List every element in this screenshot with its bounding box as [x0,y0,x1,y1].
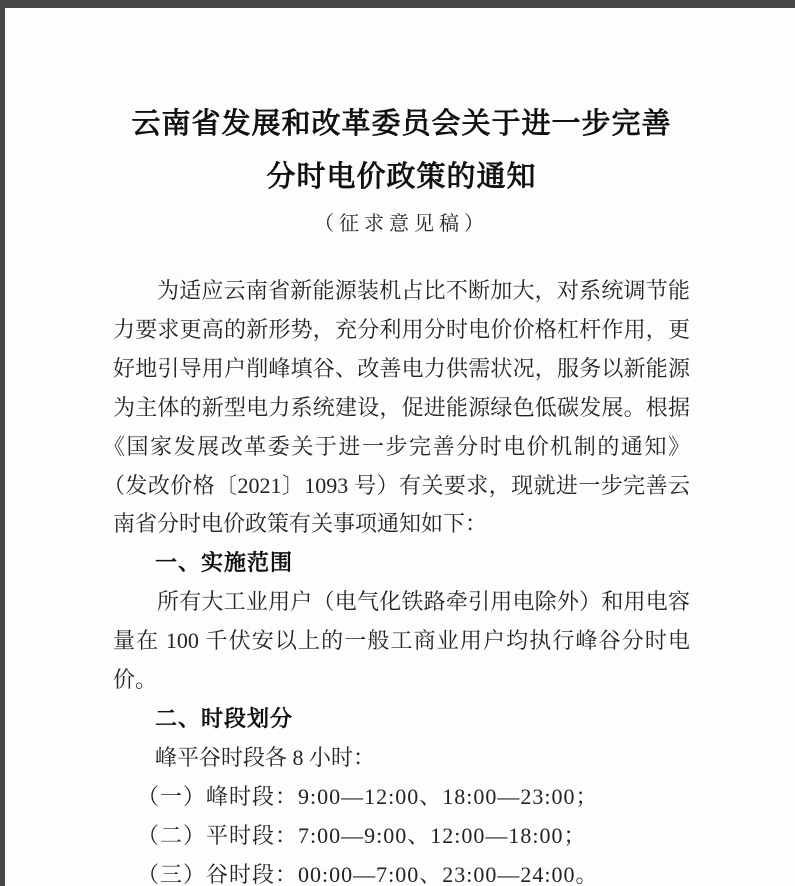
paragraph-3-line: 峰平谷时段各 8 小时： [155,744,376,770]
time-period-item-valley: （三）谷时段：00:00—7:00、23:00—24:00。 [137,861,599,886]
paragraph-1-line: 为主体的新型电力系统建设，促进能源绿色低碳发展。根据 [113,394,690,420]
time-period-item-flat: （二）平时段：7:00—9:00、12:00—18:00； [137,822,587,848]
doc-subtitle: （征求意见稿） [314,213,489,235]
paragraph-2-line: 价。 [113,667,158,693]
paragraph-2-line: 量在 100 千伏安以上的一般工商业用户均执行峰谷分时电 [113,628,690,654]
paragraph-1-line: 南省分时电价政策有关事项通知如下： [113,511,488,537]
doc-title [113,98,690,204]
doc-title-line-1: 云南省发展和改革委员会关于进一步完善 [131,108,672,140]
section-1-heading: 一、实施范围 [155,550,294,576]
paragraph-1-line: 为适应云南省新能源装机占比不断加大，对系统调节能 [157,278,690,303]
doc-body [103,272,690,886]
section-2-heading: 二、时段划分 [155,705,294,731]
paragraph-1-line: 《国家发展改革委关于进一步完善分时电价机制的通知》 [103,433,690,459]
time-period-item-peak: （一）峰时段：9:00—12:00、18:00—23:00； [137,783,599,809]
paragraph-1-line: 好地引导用户削峰填谷、改善电力供需状况，服务以新能源 [113,355,690,381]
notice-document-page [5,8,795,886]
paragraph-1-line: （发改价格〔2021〕1093 号）有关要求，现就进一步完善云 [103,472,690,498]
paragraph-2-line: 所有大工业用户（电气化铁路牵引用电除外）和用电容 [157,589,690,615]
doc-title-line-2: 分时电价政策的通知 [266,161,537,193]
document-content [5,98,795,886]
paragraph-1-line: 力要求更高的新形势，充分利用分时电价价格杠杆作用，更 [113,316,690,342]
